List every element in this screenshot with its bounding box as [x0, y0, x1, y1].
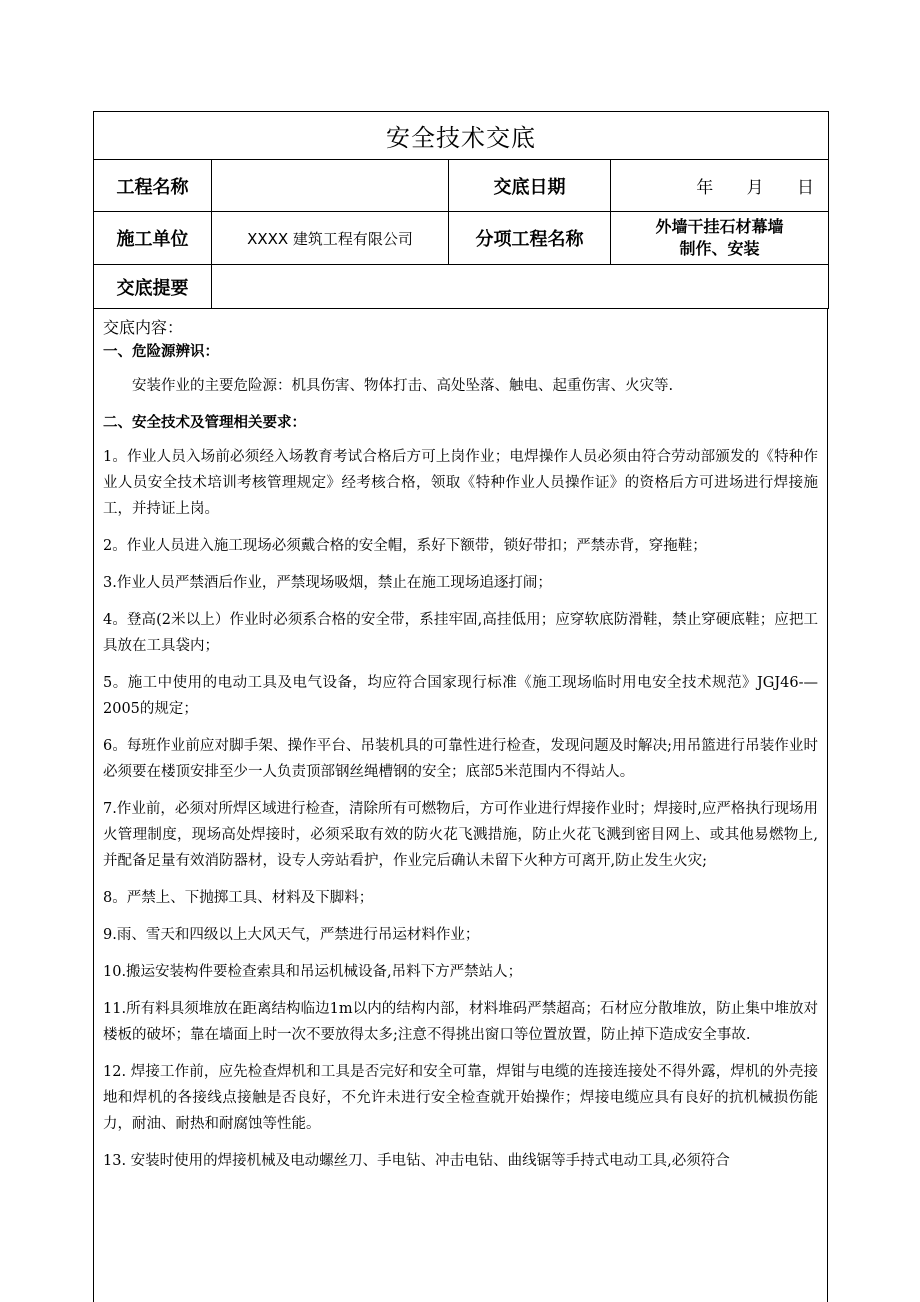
requirement-item: 5。施工中使用的电动工具及电气设备，均应符合国家现行标准《施工现场临时用电安全技术规范》JGJ46-—2005的规定； — [103, 675, 818, 717]
subproject-value — [611, 212, 829, 265]
requirement-item: 3.作业人员严禁酒后作业，严禁现场吸烟，禁止在施工现场追逐打闹； — [103, 575, 552, 591]
requirement-item: 11.所有料具须堆放在距离结构临边1m以内的结构内部，材料堆码严禁超高；石材应分散堆放，防止集中堆放对楼板的破坏；靠在墙面上时一次不要放得太多;注意不得挑出窗口等位置放置，防止掉下造成安全事故. — [103, 1001, 818, 1043]
requirement-item: 4。登高(2米以上）作业时必须系合格的安全带，系挂牢固,高挂低用；应穿软底防滑鞋，禁止穿硬底鞋；应把工具放在工具袋内； — [103, 612, 818, 654]
section-1-title: 一、危险源辨识： — [103, 344, 219, 360]
requirement-item: 13. 安装时使用的焊接机械及电动螺丝刀、手电钻、冲击电钻、曲线锯等手持式电动工具,必须符合 — [103, 1153, 730, 1169]
requirement-item: 6。每班作业前应对脚手架、操作平台、吊装机具的可靠性进行检查，发现问题及时解决;用吊篮进行吊装作业时必须要在楼顶安排至少一人负责顶部钢丝绳槽钢的安全；底部5米范围内不得站人。 — [103, 738, 818, 780]
summary-value — [212, 265, 829, 309]
requirement-item: 9.雨、雪天和四级以上大风天气，严禁进行吊运材料作业； — [103, 927, 480, 943]
header-table — [93, 111, 829, 309]
subproject-line-2: 制作、安装 — [679, 239, 760, 258]
project-name-label: 工程名称 — [94, 160, 212, 212]
section-2-title: 二、安全技术及管理相关要求： — [103, 415, 306, 431]
date-value: 年 月 日 — [611, 160, 829, 212]
disclosure-content — [93, 309, 828, 1302]
unit-label: 施工单位 — [94, 212, 212, 265]
disclosure-sheet — [93, 111, 828, 1302]
document-title: 安全技术交底 — [94, 112, 829, 160]
unit-value: XXXX 建筑工程有限公司 — [212, 212, 449, 265]
subproject-label: 分项工程名称 — [449, 212, 611, 265]
requirement-item: 8。严禁上、下抛掷工具、材料及下脚料； — [103, 890, 374, 906]
requirement-item: 7.作业前，必须对所焊区域进行检查，清除所有可燃物后，方可作业进行焊接作业时；焊接时,应严格执行现场用火管理制度，现场高处焊接时，必须采取有效的防火花飞溅措施，防止火花飞溅到密目网上、或其他易燃物上,并配备足量有效消防器材，设专人旁站看护，作业完后确认未留下火种方可离开,防止发生火灾; — [103, 801, 818, 869]
requirement-item: 10.搬运安装构件要检查索具和吊运机械设备,吊料下方严禁站人； — [103, 964, 523, 980]
requirement-item: 12. 焊接工作前，应先检查焊机和工具是否完好和安全可靠，焊钳与电缆的连接连接处不得外露，焊机的外壳接地和焊机的各接线点接触是否良好，不允许未进行安全检查就开始操作；焊接电缆应具有良好的抗机械损伤能力，耐油、耐热和耐腐蚀等性能。 — [103, 1064, 818, 1132]
subproject-line-1: 外墙干挂石材幕墙 — [655, 217, 784, 236]
summary-label: 交底提要 — [94, 265, 212, 309]
requirement-item: 2。作业人员进入施工现场必须戴合格的安全帽，系好下额带，锁好带扣；严禁赤背，穿拖鞋； — [103, 538, 707, 554]
content-intro: 交底内容： — [103, 318, 184, 337]
requirement-item: 1。作业人员入场前必须经入场教育考试合格后方可上岗作业；电焊操作人员必须由符合劳动部颁发的《特种作业人员安全技术培训考核管理规定》经考核合格，领取《特种作业人员操作证》的资格后方可进场进行焊接施工，并持证上岗。 — [103, 449, 818, 517]
date-label: 交底日期 — [449, 160, 611, 212]
project-name-value — [212, 160, 449, 212]
section-1-text: 安装作业的主要危险源：机具伤害、物体打击、高处坠落、触电、起重伤害、火灾等. — [132, 378, 674, 394]
